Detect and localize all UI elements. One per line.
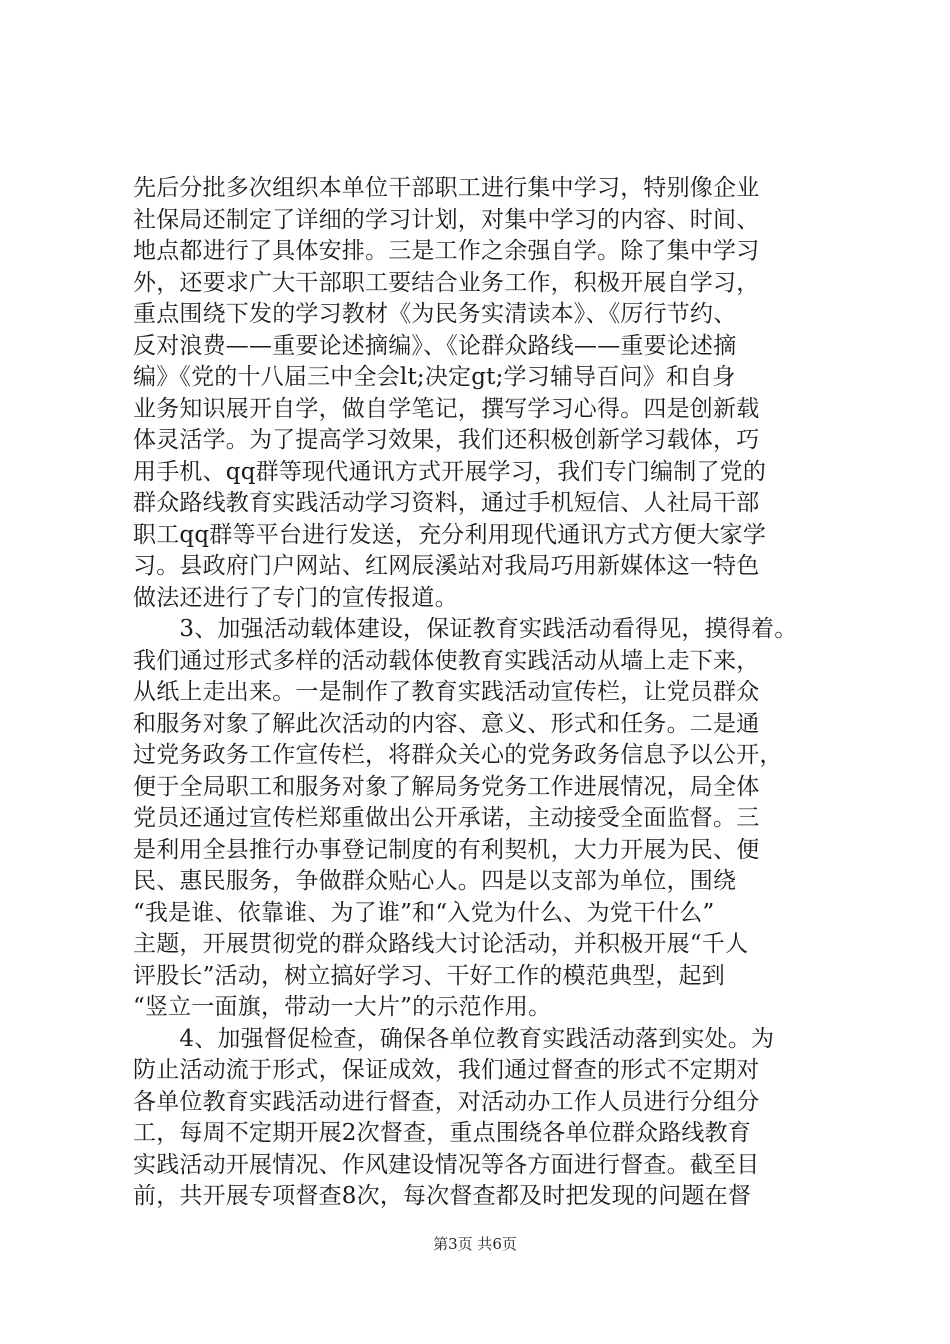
text-line: 我们通过形式多样的活动载体使教育实践活动从墙上走下来， [133, 647, 760, 674]
text-line: 实践活动开展情况、作风建设情况等各方面进行督查。截至目 [133, 1151, 760, 1178]
text-line: 先后分批多次组织本单位干部职工进行集中学习，特别像企业 [133, 175, 760, 201]
text-line: 党员还通过宣传栏郑重做出公开承诺，主动接受全面监督。三 [133, 805, 760, 831]
text-line: 做法还进行了专门的宣传报道。 [133, 584, 458, 611]
text-line: 社保局还制定了详细的学习计划，对集中学习的内容、时间、 [133, 206, 760, 233]
text-line: 民、惠民服务，争做群众贴心人。四是以支部为单位，围绕 [133, 868, 737, 894]
text-line: “我是谁、依靠谁、为了谁”和“入党为什么、为党干什么” [133, 899, 715, 926]
text-line: 和服务对象了解此次活动的内容、意义、形式和任务。二是通 [133, 710, 760, 737]
text-line: 前，共开展专项督查8次，每次督查都及时把发现的问题在督 [133, 1183, 752, 1209]
text-line: 便于全局职工和服务对象了解局务党务工作进展情况，局全体 [133, 773, 760, 800]
text-line: 编》《党的十八届三中全会lt;决定gt;学习辅导百问》和自身 [133, 364, 736, 390]
text-line: 群众路线教育实践活动学习资料，通过手机短信、人社局干部 [133, 490, 760, 516]
text-line: 外，还要求广大干部职工要结合业务工作，积极开展自学习， [133, 269, 760, 296]
page-number-footer [0, 1234, 950, 1254]
text-line: 用手机、qq群等现代通讯方式开展学习，我们专门编制了党的 [133, 458, 767, 485]
text-line: 过党务政务工作宣传栏，将群众关心的党务政务信息予以公开， [133, 742, 783, 768]
text-line: 各单位教育实践活动进行督查，对活动办工作人员进行分组分 [133, 1088, 760, 1115]
text-line: 工，每周不定期开展2次督查，重点围绕各单位群众路线教育 [133, 1120, 752, 1146]
page-number-label: 第3页 共6页 [433, 1235, 517, 1253]
text-line: 3、加强活动载体建设，保证教育实践活动看得见，摸得着。 [133, 616, 798, 642]
text-line: 地点都进行了具体安排。三是工作之余强自学。除了集中学习 [133, 238, 760, 264]
text-line: 业务知识展开自学，做自学笔记，撰写学习心得。四是创新载 [133, 395, 760, 422]
text-line: 从纸上走出来。一是制作了教育实践活动宣传栏，让党员群众 [133, 679, 760, 705]
text-line: “竖立一面旗，带动一大片”的示范作用。 [133, 994, 552, 1020]
text-line: 重点围绕下发的学习教材《为民务实清读本》、《厉行节约、 [133, 301, 737, 327]
text-line: 反对浪费——重要论述摘编》、《论群众路线——重要论述摘 [133, 332, 737, 359]
text-line: 体灵活学。为了提高学习效果，我们还积极创新学习载体，巧 [133, 427, 760, 453]
text-line: 主题，开展贯彻党的群众路线大讨论活动，并积极开展“千人 [133, 931, 749, 957]
text-line: 4、加强督促检查，确保各单位教育实践活动落到实处。为 [133, 1025, 775, 1052]
document-body [133, 173, 833, 1213]
text-line: 评股长”活动，树立搞好学习、干好工作的模范典型，起到 [133, 962, 725, 989]
text-line: 习。县政府门户网站、红网辰溪站对我局巧用新媒体这一特色 [133, 553, 760, 579]
text-line: 是利用全县推行办事登记制度的有利契机，大力开展为民、便 [133, 836, 760, 863]
text-line: 防止活动流于形式，保证成效，我们通过督查的形式不定期对 [133, 1057, 760, 1083]
text-line: 职工qq群等平台进行发送，充分利用现代通讯方式方便大家学 [133, 521, 767, 548]
